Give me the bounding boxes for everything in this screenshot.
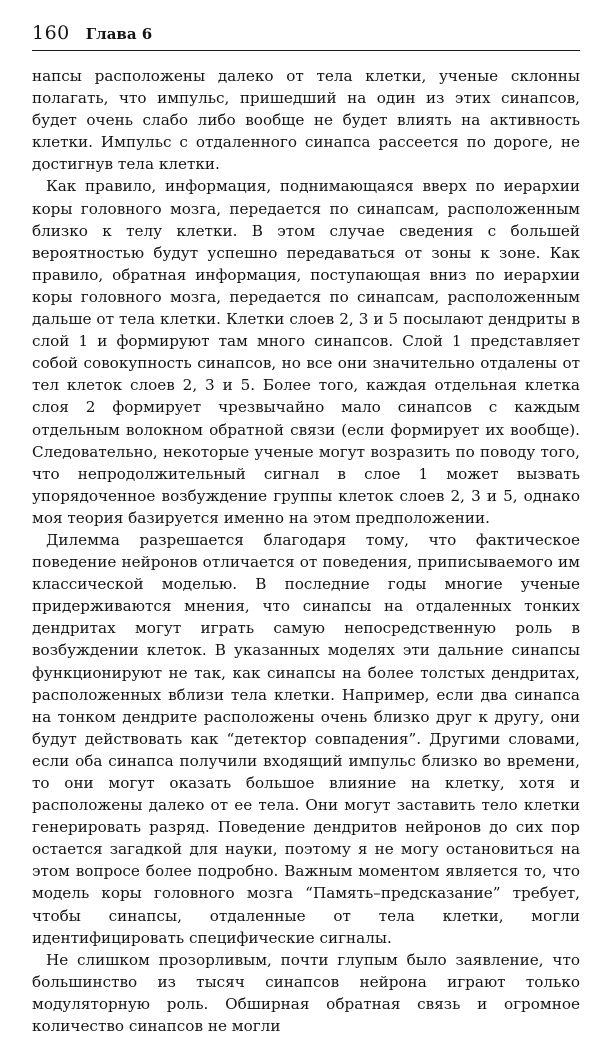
paragraph-continuation: напсы расположены далеко от тела клетки, ученые склонны полагать, что импульс, пришедший на один из этих синапсов, будет очень слабо либо вообще не будет влиять на активность клетки. Импульс с отдаленного синапса рассеется по дороге, не достигнув тела клетки. bbox=[32, 67, 580, 174]
running-header bbox=[32, 22, 580, 51]
page-number: 160 bbox=[32, 22, 70, 44]
paragraph: Дилемма разрешается благодаря тому, что фактическое поведение нейронов отличается от поведения, приписываемого им классической моделью. В последние годы многие ученые придерживаются мнения, что синапсы на отдаленных тонких дендритах могут играть самую непосредственную роль в возбуждении клеток. В указанных моделях эти дальние синапсы функционируют не так, как синапсы на более толстых дендритах, расположенных вблизи тела клетки. Например, если два синапса на тонком дендрите расположены очень близко друг к другу, они будут действовать как “детектор совпадения”. Другими словами, если оба синапса получили входящий импульс близко во времени, то они могут оказать большое влияние на клетку, хотя и расположены далеко от ее тела. Они могут заставить тело клетки генерировать разряд. Поведение дендритов нейронов до сих пор остается загадкой для науки, поэтому я не могу остановиться на этом вопросе более подробно. Важным моментом является то, что модель коры головного мозга “Память–предсказание” требует, чтобы синапсы, отдаленные от тела клетки, могли идентифицировать специфические сигналы. bbox=[32, 530, 580, 947]
chapter-label: Глава 6 bbox=[85, 25, 153, 43]
paragraph: Не слишком прозорливым, почти глупым было заявление, что большинство из тысяч синапсов нейрона играют только модуляторную роль. Обширная обратная связь и огромное количество синапсов не могли bbox=[32, 950, 580, 1036]
paragraph: Как правило, информация, поднимающаяся вверх по иерархии коры головного мозга, передается по синапсам, расположенным близко к телу клетки. В этом случае сведения с большей вероятностью будут успешно передаваться от зоны к зоне. Как правило, обратная информация, поступающая вниз по иерархии коры головного мозга, передается по синапсам, расположенным дальше от тела клетки. Клетки слоев 2, 3 и 5 посылают дендриты в слой 1 и формируют там много синапсов. Слой 1 представляет собой совокупность синапсов, но все они значительно отдалены от тел клеток слоев 2, 3 и 5. Более того, каждая отдельная клетка слоя 2 формирует чрезвычайно мало синапсов с каждым отдельным волокном обратной связи (если формирует их вообще). Следовательно, некоторые ученые могут возразить по поводу того, что непродолжительный сигнал в слое 1 может вызвать упорядоченное возбуждение группы клеток слоев 2, 3 и 5, однако моя теория базируется именно на этом предположении. bbox=[32, 177, 580, 527]
body-text bbox=[32, 65, 580, 1037]
book-page bbox=[32, 22, 580, 1037]
